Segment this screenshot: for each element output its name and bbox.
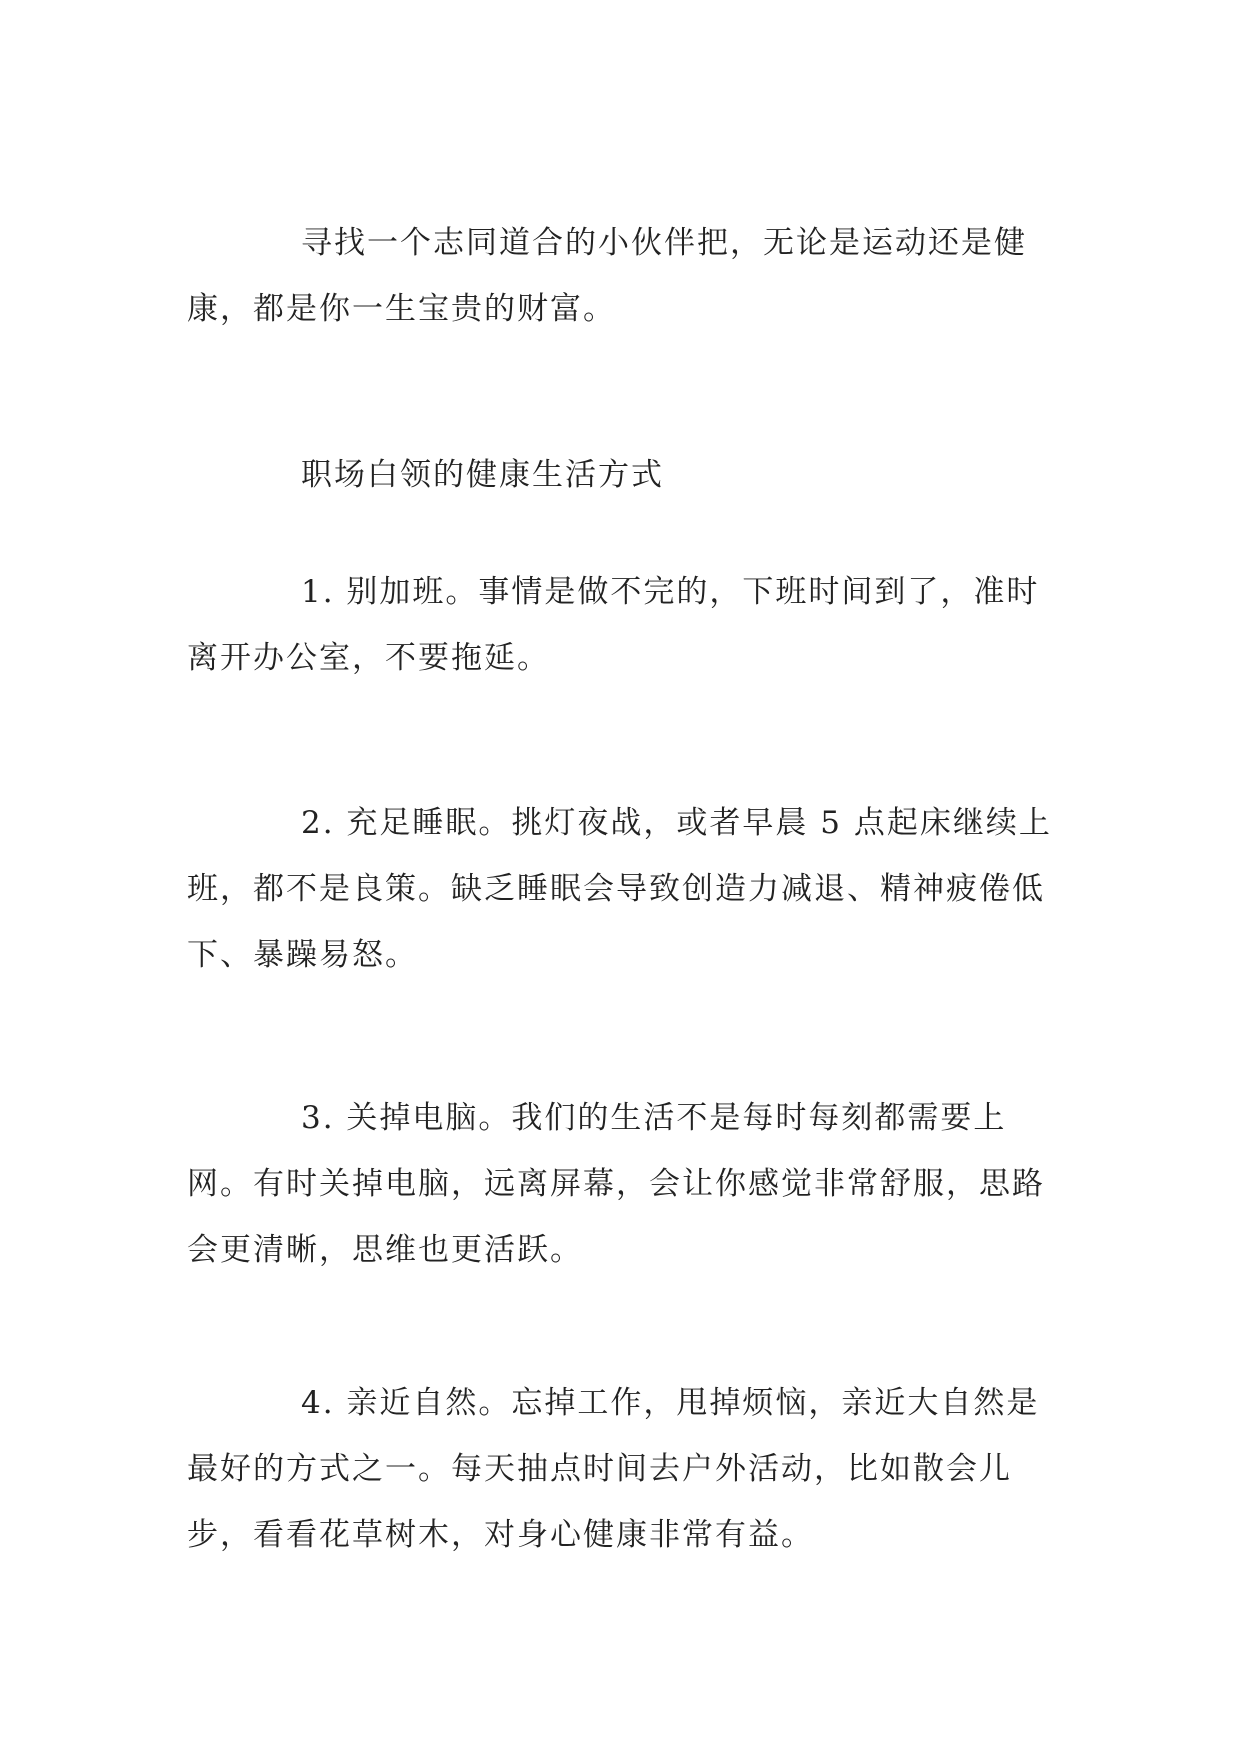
intro-paragraph: 寻找一个志同道合的小伙伴把，无论是运动还是健康，都是你一生宝贵的财富。 (187, 225, 1027, 327)
section-title: 职场白领的健康生活方式 (301, 457, 664, 493)
list-item-4: 4. 亲近自然。忘掉工作，甩掉烦恼，亲近大自然是最好的方式之一。每天抽点时间去户外活动，比如散会儿步，看看花草树木，对身心健康非常有益。 (187, 1385, 1040, 1553)
list-item-1: 1. 别加班。事情是做不完的，下班时间到了，准时离开办公室，不要拖延。 (187, 574, 1040, 676)
list-item-3: 3. 关掉电脑。我们的生活不是每时每刻都需要上网。有时关掉电脑，远离屏幕，会让你感觉非常舒服，思路会更清晰，思维也更活跃。 (187, 1100, 1045, 1268)
list-item-2: 2. 充足睡眠。挑灯夜战，或者早晨 5 点起床继续上班，都不是良策。缺乏睡眠会导致创造力减退、精神疲倦低下、暴躁易怒。 (187, 805, 1052, 973)
